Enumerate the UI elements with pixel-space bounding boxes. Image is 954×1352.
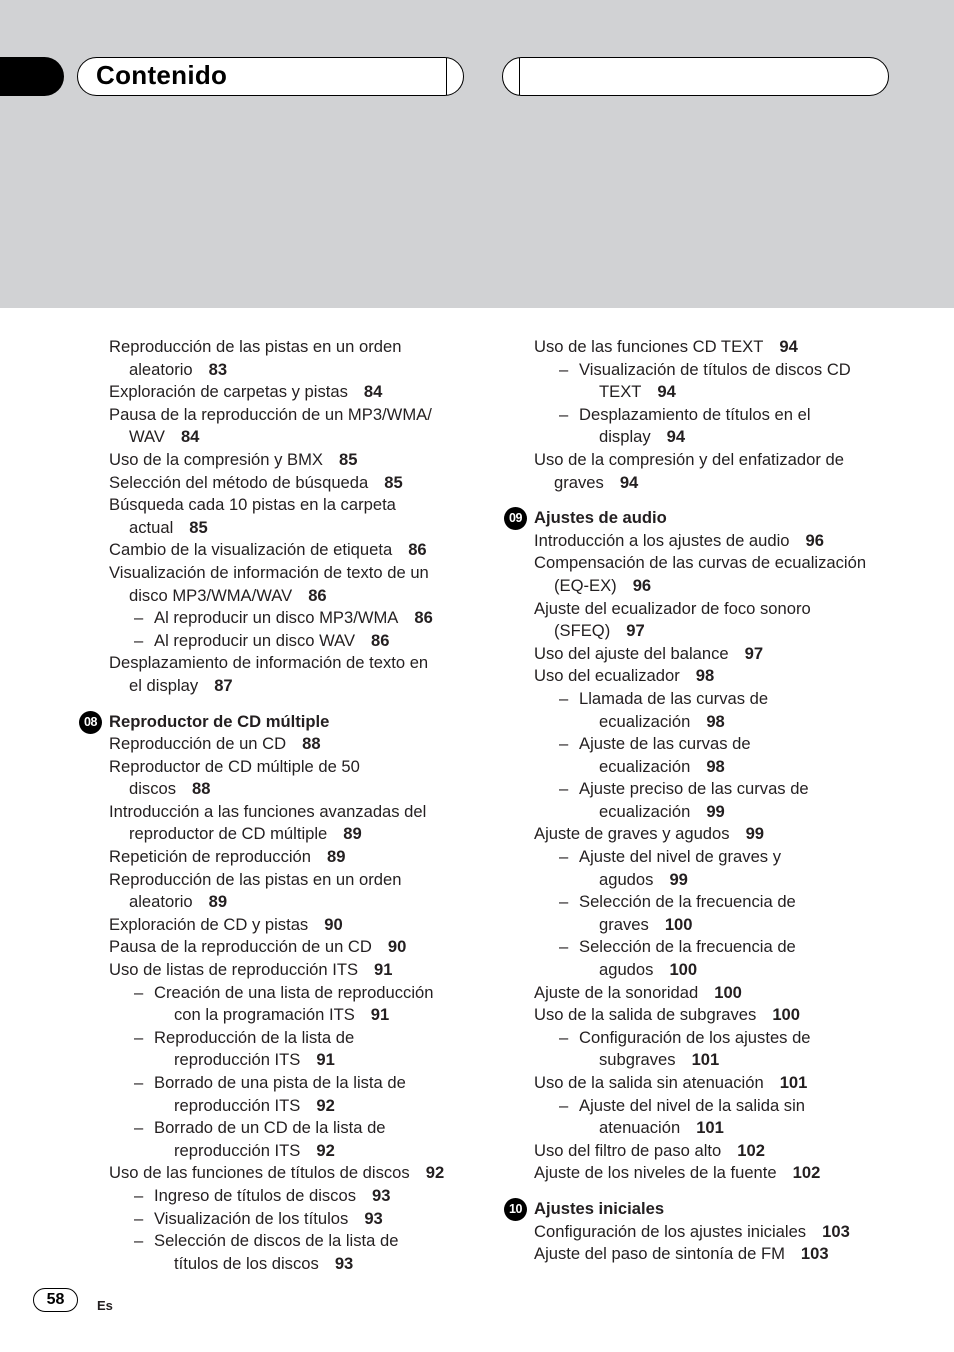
entry-text-line: agudos (599, 960, 654, 980)
page-ref[interactable]: 85 (384, 472, 403, 492)
toc-sub-entry[interactable] (109, 982, 469, 1027)
page-ref[interactable]: 86 (371, 630, 390, 650)
entry-text-line: Reproducción de las pistas en un orden (109, 869, 402, 889)
entry-text-line: Compensación de las curvas de ecualización (534, 553, 867, 573)
toc-entry[interactable] (534, 823, 894, 846)
page-ref[interactable]: 90 (324, 914, 343, 934)
entry-text-line: Al reproducir un disco MP3/WMA (154, 608, 399, 628)
toc-entry[interactable] (109, 846, 469, 869)
entry-text-line: aleatorio (129, 892, 193, 912)
toc-sub-entry-text (579, 1027, 894, 1072)
toc-entry[interactable] (109, 381, 469, 404)
toc-sub-entry-text (154, 607, 469, 630)
entry-text-line: Selección del método de búsqueda (109, 472, 369, 492)
page-ref[interactable]: 96 (632, 575, 652, 595)
toc-entry[interactable] (109, 449, 469, 472)
toc-sub-entry-text (154, 1027, 469, 1072)
toc-entry[interactable] (109, 404, 469, 449)
entry-text-line: Creación de una lista de reproducción (154, 982, 434, 1002)
page-ref[interactable]: 100 (669, 960, 698, 980)
toc-right-column (509, 336, 894, 1266)
dash-bullet: – (134, 1027, 144, 1047)
page-ref[interactable]: 97 (626, 621, 645, 641)
toc-entry[interactable] (109, 494, 469, 539)
page-ref[interactable]: 101 (691, 1050, 720, 1070)
section-number-badge: 08 (79, 711, 102, 734)
toc-sub-entry-text (154, 1117, 469, 1162)
entry-text-line: Ajuste del nivel de la salida sin (579, 1095, 805, 1115)
toc-sub-entry[interactable] (109, 607, 469, 630)
entry-text-line: Uso del filtro de paso alto (534, 1140, 722, 1160)
entry-text-line: WAV (129, 427, 165, 447)
entry-text-line: graves (554, 472, 604, 492)
toc-left-column (84, 336, 469, 1275)
page-ref[interactable]: 87 (214, 675, 233, 695)
entry-text-line: Ingreso de títulos de discos (154, 1185, 357, 1205)
page-ref[interactable]: 100 (664, 914, 693, 934)
entry-text-line: subgraves (599, 1050, 676, 1070)
dash-bullet: – (559, 779, 569, 799)
toc-entry[interactable] (109, 869, 469, 914)
page-ref[interactable]: 90 (387, 937, 407, 957)
entry-text-line: (EQ-EX) (554, 575, 617, 595)
entry-text-line: Exploración de carpetas y pistas (109, 382, 348, 402)
entry-text-line: reproductor de CD múltiple (129, 824, 328, 844)
empty-title-pill (502, 57, 889, 96)
toc-sub-entry-text (154, 630, 469, 653)
page-ref[interactable]: 91 (374, 960, 393, 980)
page-ref[interactable]: 94 (657, 382, 676, 402)
toc-sub-entry-text (579, 359, 894, 404)
entry-text-line: Selección de discos de la lista de (154, 1231, 399, 1251)
toc-entry[interactable] (109, 733, 469, 756)
entry-text-line: Selección de la frecuencia de (579, 892, 796, 912)
entry-text-line: Ajuste de los niveles de la fuente (534, 1163, 777, 1183)
entry-text-line: (SFEQ) (554, 621, 611, 641)
toc-sub-entry[interactable] (534, 359, 894, 404)
toc-entry[interactable] (534, 982, 894, 1005)
toc-entry[interactable] (534, 552, 894, 597)
toc-sub-entry-text (154, 1208, 469, 1231)
entry-text-line: Uso de la salida sin atenuación (534, 1073, 764, 1092)
toc-sub-entry[interactable] (109, 1072, 469, 1117)
toc-sub-entry-text (579, 733, 894, 778)
entry-text-line: Visualización de los títulos (154, 1208, 349, 1228)
page-ref[interactable]: 93 (364, 1208, 383, 1228)
dash-bullet: – (134, 630, 144, 650)
entry-text-line: Pausa de la reproducción de un MP3/WMA/ (109, 404, 432, 424)
language-code: Es (97, 1298, 113, 1313)
page-ref[interactable]: 93 (334, 1253, 354, 1273)
toc-entry[interactable] (109, 936, 469, 959)
page-ref[interactable]: 89 (343, 824, 362, 844)
page-ref[interactable]: 89 (208, 892, 228, 912)
toc-section-heading (84, 711, 469, 734)
dash-bullet: – (559, 1027, 569, 1047)
dash-bullet: – (559, 359, 569, 379)
toc-entry[interactable] (534, 598, 894, 643)
page-ref[interactable]: 85 (338, 449, 358, 469)
entry-text-line: TEXT (599, 382, 642, 402)
entry-text-line: ecualización (599, 711, 691, 731)
page-ref[interactable]: 92 (316, 1140, 335, 1160)
page-ref[interactable]: 102 (792, 1163, 821, 1183)
entry-text-line: Ajuste preciso de las curvas de (579, 779, 809, 799)
toc-entry[interactable] (109, 914, 469, 937)
entry-text-line: Uso de la compresión y del enfatizador de (534, 449, 844, 469)
page-ref[interactable]: 100 (714, 982, 742, 1002)
toc-sub-entry[interactable] (534, 1027, 894, 1072)
toc-entry[interactable] (109, 336, 469, 381)
toc-entry[interactable] (534, 1004, 894, 1027)
page-ref[interactable]: 86 (408, 540, 427, 560)
section-title: Reproductor de CD múltiple (109, 711, 330, 731)
page-ref[interactable]: 84 (363, 382, 383, 402)
page-ref[interactable]: 101 (779, 1073, 808, 1092)
page-ref[interactable]: 88 (192, 779, 211, 799)
entry-text-line: Visualización de títulos de discos CD (579, 359, 851, 379)
section-number-badge: 10 (504, 1198, 527, 1221)
entry-text-line: Desplazamiento de información de texto en (109, 653, 429, 673)
entry-text-line: Reproducción de las pistas en un orden (109, 337, 402, 356)
dash-bullet: – (134, 1118, 144, 1138)
entry-text-line: Reproducción de un CD (109, 734, 287, 754)
toc-entry[interactable] (109, 801, 469, 846)
entry-text-line: Configuración de los ajustes de (579, 1027, 811, 1047)
entry-text-line: Reproducción de la lista de (154, 1027, 355, 1047)
entry-text-line: Borrado de un CD de la lista de (154, 1118, 386, 1138)
toc-entry[interactable] (534, 336, 894, 359)
dash-bullet: – (559, 847, 569, 867)
page-ref[interactable]: 94 (666, 427, 686, 447)
header-band (0, 0, 954, 308)
page-ref[interactable]: 98 (706, 711, 725, 731)
dash-bullet: – (559, 688, 569, 708)
page-ref[interactable]: 100 (772, 1005, 800, 1025)
entry-text-line: Cambio de la visualización de etiqueta (109, 540, 393, 560)
toc-sub-entry[interactable] (109, 1117, 469, 1162)
entry-text-line: Llamada de las curvas de (579, 688, 769, 708)
entry-text-line: Uso de las funciones CD TEXT (534, 337, 764, 356)
page-ref[interactable]: 94 (619, 472, 639, 492)
toc-entry[interactable] (109, 472, 469, 495)
entry-text-line: Ajuste del ecualizador de foco sonoro (534, 598, 811, 618)
page-ref[interactable]: 88 (302, 734, 321, 754)
entry-text-line: atenuación (599, 1118, 681, 1138)
toc-entry[interactable] (534, 1072, 894, 1095)
toc-section-heading (509, 1198, 894, 1221)
toc-sub-entry-text (154, 982, 469, 1027)
entry-text-line: reproducción ITS (174, 1050, 301, 1070)
toc-sub-entry-text (579, 778, 894, 823)
entry-text-line: discos (129, 779, 177, 799)
entry-text-line: disco MP3/WMA/WAV (129, 585, 293, 605)
dash-bullet: – (559, 892, 569, 912)
toc-entry[interactable] (534, 665, 894, 688)
toc-sub-entry[interactable] (109, 630, 469, 653)
entry-text-line: Desplazamiento de títulos en el (579, 404, 811, 424)
toc-entry[interactable] (109, 1162, 469, 1185)
entry-text-line: Ajuste del nivel de graves y (579, 847, 782, 867)
page-ref[interactable]: 93 (372, 1185, 391, 1205)
page-ref[interactable]: 83 (208, 359, 228, 379)
toc-sub-entry[interactable] (109, 1208, 469, 1231)
entry-text-line: Búsqueda cada 10 pistas en la carpeta (109, 495, 396, 515)
toc-sub-entry[interactable] (534, 688, 894, 733)
toc-section-heading (509, 507, 894, 530)
page-ref[interactable]: 86 (414, 608, 433, 628)
page-ref[interactable]: 85 (189, 517, 208, 537)
page-ref[interactable]: 99 (706, 801, 725, 821)
dash-bullet: – (134, 1185, 144, 1205)
entry-text-line: títulos de los discos (174, 1253, 319, 1273)
entry-text-line: agudos (599, 869, 654, 889)
entry-text-line: Ajuste del paso de sintonía de FM (534, 1244, 785, 1264)
entry-text-line: Uso de la salida de subgraves (534, 1005, 757, 1025)
entry-text-line: el display (129, 675, 199, 695)
toc-sub-entry-text (579, 688, 894, 733)
toc-entry[interactable] (534, 530, 894, 553)
entry-text-line: reproducción ITS (174, 1140, 301, 1160)
toc-entry[interactable] (534, 643, 894, 666)
entry-text-line: Visualización de información de texto de un (109, 562, 429, 582)
page-ref[interactable]: 92 (425, 1163, 445, 1183)
dash-bullet: – (559, 1095, 569, 1115)
entry-text-line: display (599, 427, 651, 447)
section-title: Ajustes iniciales (534, 1198, 665, 1218)
entry-text-line: ecualización (599, 801, 691, 821)
toc-entry[interactable] (109, 652, 469, 697)
page-ref[interactable]: 89 (327, 847, 346, 867)
page-ref[interactable]: 103 (800, 1244, 829, 1264)
entry-text-line: Introducción a los ajustes de audio (534, 530, 790, 550)
toc-sub-entry[interactable] (534, 404, 894, 449)
toc-sub-entry[interactable] (534, 1095, 894, 1140)
toc-entry[interactable] (534, 1243, 894, 1266)
entry-text-line: aleatorio (129, 359, 193, 379)
section-number-badge: 09 (504, 507, 527, 530)
page-ref[interactable]: 98 (706, 756, 725, 776)
entry-text-line: Selección de la frecuencia de (579, 937, 796, 957)
toc-sub-entry-text (579, 936, 894, 981)
page-number: 58 (33, 1288, 78, 1312)
entry-text-line: ecualización (599, 756, 691, 776)
dash-bullet: – (134, 608, 144, 628)
toc-sub-entry[interactable] (534, 778, 894, 823)
entry-text-line: actual (129, 517, 174, 537)
toc-sub-entry-text (154, 1072, 469, 1117)
entry-text-line: Al reproducir un disco WAV (154, 630, 356, 650)
toc-sub-entry-text (154, 1230, 469, 1275)
title-pill (77, 57, 464, 96)
toc-sub-entry[interactable] (109, 1185, 469, 1208)
dash-bullet: – (134, 982, 144, 1002)
page-ref[interactable]: 101 (696, 1118, 724, 1138)
page-ref[interactable]: 91 (316, 1050, 335, 1070)
toc-sub-entry[interactable] (534, 733, 894, 778)
entry-text-line: Ajuste de graves y agudos (534, 824, 730, 844)
toc-sub-entry-text (579, 404, 894, 449)
entry-text-line: graves (599, 914, 649, 934)
entry-text-line: Introducción a las funciones avanzadas del (109, 801, 427, 821)
entry-text-line: Exploración de CD y pistas (109, 914, 309, 934)
page-title: Contenido (96, 60, 228, 90)
entry-text-line: Uso de la compresión y BMX (109, 449, 323, 469)
page-ref[interactable]: 91 (370, 1005, 390, 1025)
page-ref[interactable]: 102 (737, 1140, 765, 1160)
page-ref[interactable]: 103 (822, 1221, 850, 1241)
toc-sub-entry[interactable] (534, 846, 894, 891)
page-ref[interactable]: 99 (669, 869, 688, 889)
entry-text-line: Repetición de reproducción (109, 847, 312, 867)
page-ref[interactable]: 96 (805, 530, 824, 550)
toc-entry[interactable] (534, 1140, 894, 1163)
toc-sub-entry-text (579, 891, 894, 936)
page-ref[interactable]: 98 (695, 666, 715, 686)
toc-entry[interactable] (109, 756, 469, 801)
entry-text-line: con la programación ITS (174, 1005, 355, 1025)
entry-text-line: Ajuste de las curvas de (579, 734, 751, 754)
dash-bullet: – (134, 1073, 144, 1092)
page-ref[interactable]: 94 (779, 337, 798, 356)
entry-text-line: Uso del ecualizador (534, 666, 680, 686)
toc-sub-entry[interactable] (534, 936, 894, 981)
page-ref[interactable]: 86 (308, 585, 327, 605)
toc-sub-entry-text (579, 846, 894, 891)
entry-text-line: Ajuste de la sonoridad (534, 982, 699, 1002)
dash-bullet: – (134, 1208, 144, 1228)
toc-sub-entry[interactable] (109, 1027, 469, 1072)
entry-text-line: Uso de listas de reproducción ITS (109, 960, 359, 980)
page-ref[interactable]: 84 (180, 427, 200, 447)
dash-bullet: – (559, 734, 569, 754)
entry-text-line: Borrado de una pista de la lista de (154, 1073, 406, 1092)
page-ref[interactable]: 92 (316, 1095, 335, 1115)
entry-text-line: Reproductor de CD múltiple de 50 (109, 756, 360, 776)
dash-bullet: – (134, 1231, 144, 1251)
entry-text-line: Pausa de la reproducción de un CD (109, 937, 372, 957)
toc-entry[interactable] (109, 562, 469, 607)
section-tab-marker (0, 57, 64, 96)
toc-entry[interactable] (534, 1162, 894, 1185)
entry-text-line: Configuración de los ajustes iniciales (534, 1221, 807, 1241)
toc-entry[interactable] (109, 959, 469, 982)
toc-sub-entry-text (579, 1095, 894, 1140)
entry-text-line: Uso del ajuste del balance (534, 643, 729, 663)
dash-bullet: – (559, 404, 569, 424)
toc-sub-entry[interactable] (109, 1230, 469, 1275)
page-ref[interactable]: 99 (745, 824, 765, 844)
toc-entry[interactable] (534, 449, 894, 494)
toc-sub-entry[interactable] (534, 891, 894, 936)
toc-sub-entry-text (154, 1185, 469, 1208)
toc-entry[interactable] (109, 539, 469, 562)
entry-text-line: Uso de las funciones de títulos de discos (109, 1163, 410, 1183)
dash-bullet: – (559, 937, 569, 957)
toc-entry[interactable] (534, 1221, 894, 1244)
entry-text-line: reproducción ITS (174, 1095, 301, 1115)
section-title: Ajustes de audio (534, 508, 667, 528)
page-ref[interactable]: 97 (744, 643, 764, 663)
